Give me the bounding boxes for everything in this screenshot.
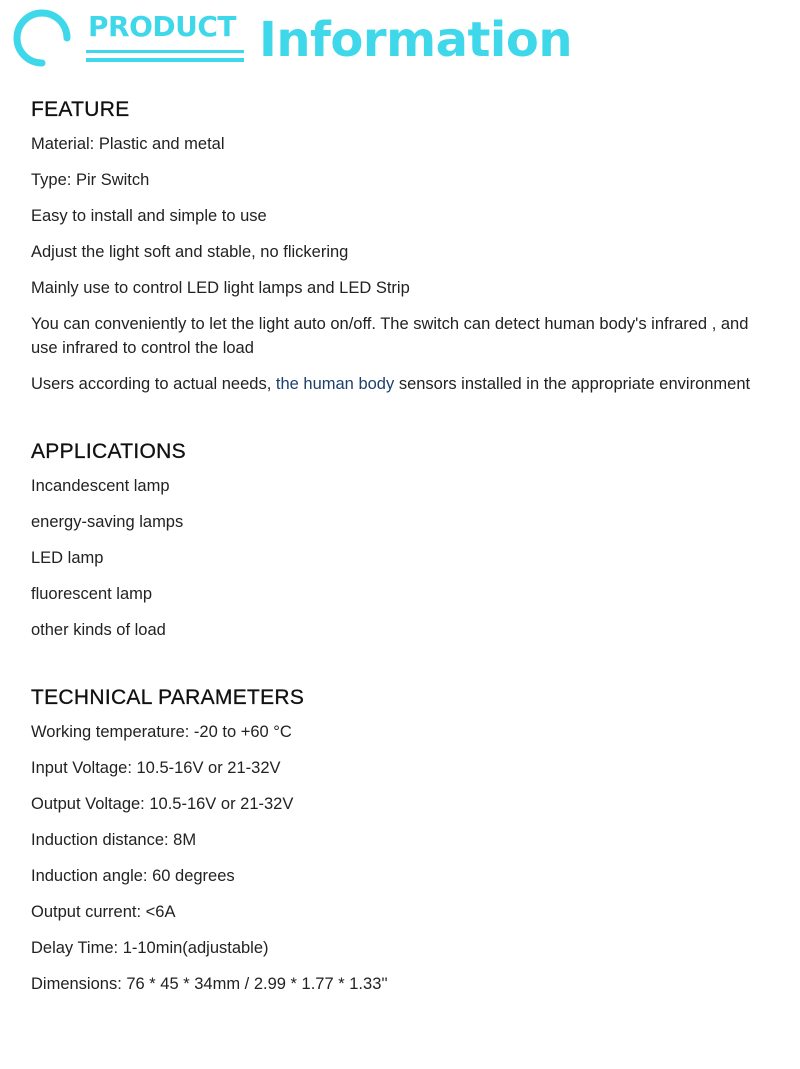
application-item: other kinds of load [31,621,166,639]
technical-parameters-title: TECHNICAL PARAMETERS [31,686,305,709]
feature-item: Material: Plastic and metal [31,135,225,153]
application-item: LED lamp [31,549,104,567]
application-item: Incandescent lamp [31,477,170,495]
feature-title: FEATURE [31,98,130,121]
product-underline [86,50,244,53]
feature-item-highlight: the human body [275,375,395,393]
product-logo-word: PRODUCT [88,10,237,43]
parameter-item: Working temperature: -20 to +60 °C [31,723,292,741]
feature-item: Easy to install and simple to use [31,207,267,225]
feature-item-text-after: sensors installed in the appropriate environment [394,375,751,393]
product-information-header [0,0,800,90]
parameter-item: Dimensions: 76 * 45 * 34mm / 2.99 * 1.77 * 1.33'' [31,975,388,993]
parameter-item: Input Voltage: 10.5-16V or 21-32V [31,759,281,777]
header-title: Information [259,12,573,68]
parameter-item: Induction distance: 8M [31,831,197,849]
parameter-item: Output Voltage: 10.5-16V or 21-32V [31,795,294,813]
applications-title: APPLICATIONS [31,440,186,463]
parameter-item: Induction angle: 60 degrees [31,867,235,885]
technical-parameters-section [31,684,771,1002]
parameter-item: Delay Time: 1-10min(adjustable) [31,939,269,957]
product-description [31,96,771,1038]
feature-item-text-before: Users according to actual needs, [31,375,276,393]
circle-logo-icon [12,8,72,68]
feature-item: Type: Pir Switch [31,171,150,189]
feature-item [31,366,771,402]
applications-section [31,438,771,648]
parameter-item: Output current: <6A [31,903,176,921]
application-item: energy-saving lamps [31,513,184,531]
feature-item: Mainly use to control LED light lamps and LED Strip [31,279,410,297]
application-item: fluorescent lamp [31,585,153,603]
product-underline-thick [86,58,244,62]
feature-item: Adjust the light soft and stable, no flickering [31,243,349,261]
feature-section [31,96,771,402]
feature-item: You can conveniently to let the light auto on/off. The switch can detect human body's infrared , and use infrared to control the load [31,315,749,357]
